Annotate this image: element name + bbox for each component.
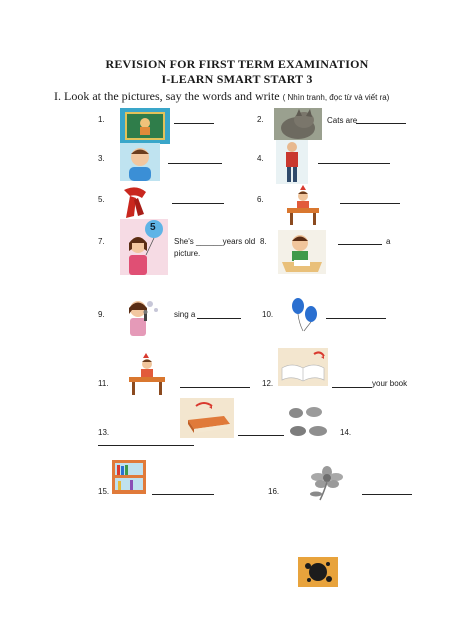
item-2-text: Cats are [327,116,358,125]
cat-icon [274,108,322,140]
bookshelf-icon [110,458,148,496]
item-12-number: 12. [262,379,274,388]
item-6-number: 6. [257,195,264,204]
item-1-picture [120,108,170,144]
item-3-picture [120,143,160,181]
item-10-answer-blank[interactable] [326,318,386,319]
instruction [54,89,389,104]
instruction-text: Look at the pictures, say the words and write [64,89,280,103]
item-3-number: 3. [98,154,105,163]
item-9-number: 9. [98,310,105,319]
item-12-text: your book [372,379,408,388]
worksheet-subtitle: I-LEARN SMART START 3 [161,72,313,86]
item-16-picture [300,466,354,502]
closed-book-icon [180,398,234,438]
item-8-answer-blank[interactable] [338,244,382,245]
item-9-text: sing a [174,310,196,319]
item-13-number: 13. [98,428,110,437]
ink-splat-icon [298,557,338,587]
item-3-answer-blank[interactable] [168,163,222,164]
worksheet-title: REVISION FOR FIRST TERM EXAMINATION [105,57,369,71]
item-13-answer-blank[interactable] [238,435,284,436]
item-12-answer-blank[interactable] [332,387,372,388]
item-4-picture [276,140,308,184]
item-6-picture [283,184,323,226]
item-7-picture [120,219,168,275]
item-1-answer-blank[interactable] [174,123,214,124]
item-8-picture [278,230,326,274]
item-5-number: 5. [98,195,105,204]
item-7-text-line2: picture. [174,249,201,258]
red-scarf-icon [116,186,156,222]
item-8-number: 8. [260,237,267,246]
item-4-answer-blank[interactable] [318,163,390,164]
item-16-number: 16. [268,487,280,496]
item-5-picture [116,186,156,222]
extra-picture [298,557,338,587]
boy-at-desk-icon [283,184,323,226]
item-9-picture [120,296,164,340]
instruction-note: ( Nhìn tranh, đọc từ và viết ra) [282,93,390,102]
item-13-second-blank[interactable] [98,445,194,446]
blue-balloons-icon [287,297,323,333]
item-15-answer-blank[interactable] [152,494,214,495]
item-11-answer-blank[interactable] [180,387,250,388]
flower-icon [300,466,354,502]
girl-with-balloon-icon [120,219,168,275]
item-7-number: 7. [98,237,105,246]
item-2-answer-blank[interactable] [356,123,406,124]
item-16-answer-blank[interactable] [362,494,412,495]
boy-sitting-desk-icon [126,352,168,396]
item-6-answer-blank[interactable] [340,203,400,204]
item-15-number: 15. [98,487,110,496]
item-14-number: 14. [340,428,352,437]
item-11-number: 11. [98,379,109,388]
item-14-picture [286,405,334,439]
item-8-text: a [386,237,391,246]
item-7-text-line1: She's ______years old [174,237,256,246]
item-9-answer-blank[interactable] [197,318,241,319]
man-icon [276,140,308,184]
item-1-number: 1. [98,115,105,124]
instruction-number: I. [54,89,61,103]
item-4-number: 4. [257,154,264,163]
item-15-picture [110,458,148,496]
item-2-picture [274,108,322,140]
item-2-number: 2. [257,115,264,124]
item-10-number: 10. [262,310,274,319]
item-11-picture [126,352,168,396]
rocks-icon [286,405,334,439]
girl-singing-icon [120,296,164,340]
boy-drawing-icon [278,230,326,274]
classroom-board-icon [120,108,170,144]
item-10-picture [287,297,323,333]
item-5-answer-blank[interactable] [172,203,224,204]
boy-icon [120,143,160,181]
open-book-icon [278,348,328,386]
item-12-picture [278,348,328,386]
balloon-number: 5 [150,222,156,233]
item-13-picture [180,398,234,438]
